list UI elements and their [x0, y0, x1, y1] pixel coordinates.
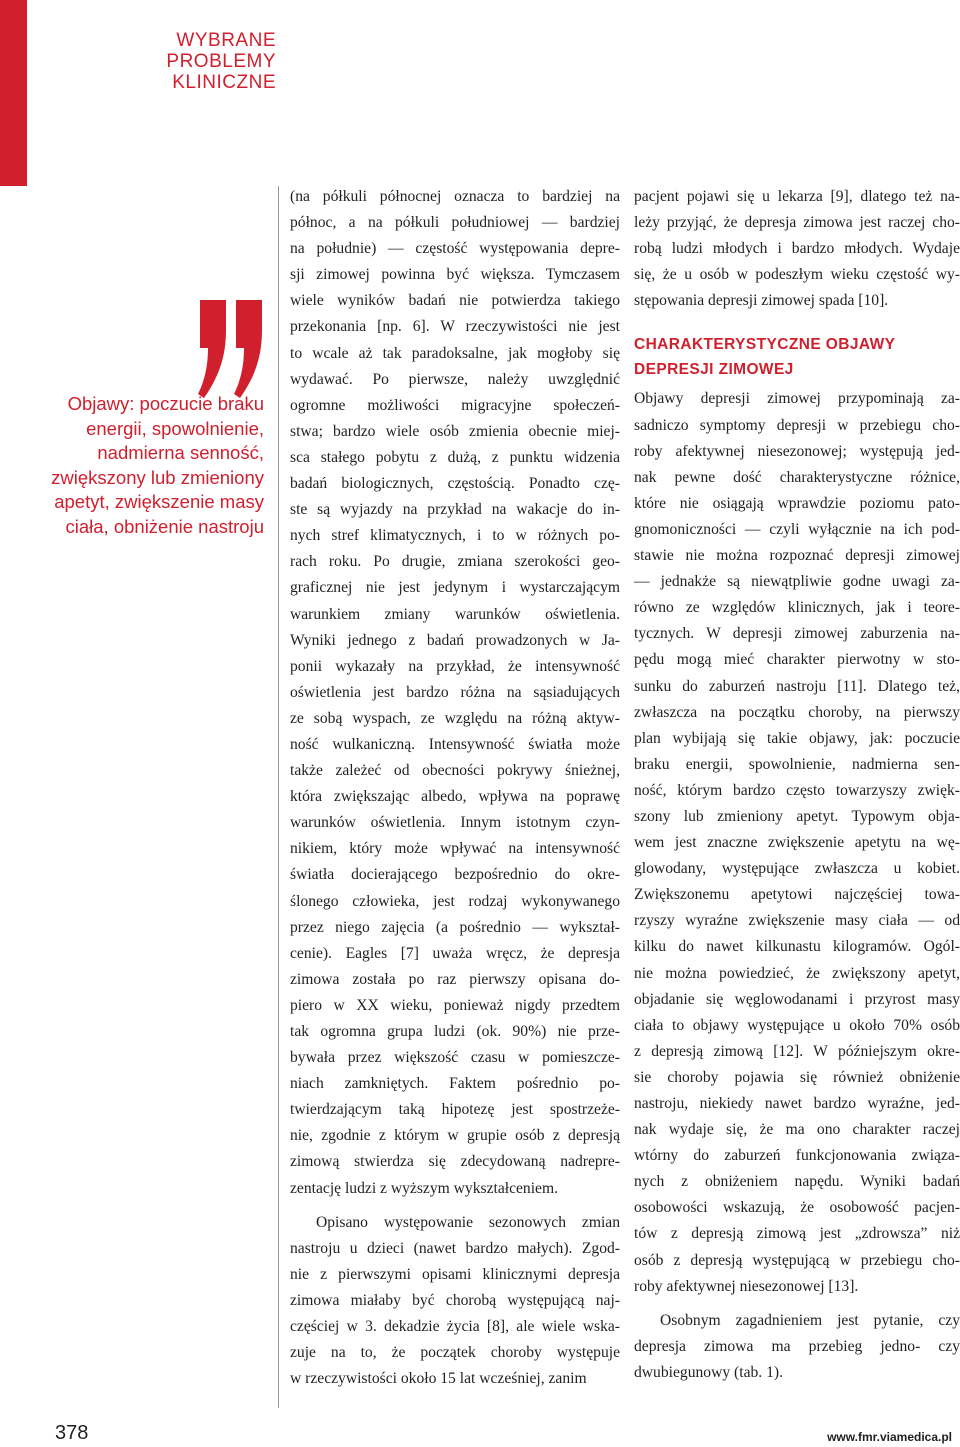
section-label-line: PROBLEMY [166, 51, 276, 72]
text-line: równo ze względów klinicznych, jak i teore- [634, 599, 960, 617]
text-line: nikiem, który może wpływać na intensywność [290, 840, 620, 858]
text-line: sadniczo symptomy depresji w przebiegu cho- [634, 416, 960, 434]
pull-quote-line: ciała, obniżenie nastroju [65, 515, 264, 537]
text-line: sji zimowej powinna być większa. Tymczasem [290, 266, 620, 284]
text-line: ste są wyjazdy na przykład na wakacje do in- [290, 501, 620, 519]
text-line: badań biologicznych, częstością. Ponadto czę- [290, 475, 620, 493]
text-line: wiele wyników badań nie potwierdza takiego [290, 292, 620, 310]
text-line: także zależeć od obecności pokrywy śnieżnej, [290, 762, 620, 780]
text-line: wem jest znaczne zwiększenie apetytu na wę- [634, 834, 960, 852]
text-line: leży przyjąć, że depresja zimowa jest raczej cho- [634, 214, 960, 232]
text-line: przez niego zajęcia (a pośrednio — wykształ- [290, 918, 620, 936]
text-line: zimowa została po raz pierwszy opisana do- [290, 970, 620, 988]
text-line: braku energii, spowolnienie, nadmierna sen- [634, 755, 960, 773]
text-line: ciała to objawy występujące u około 70% osób [634, 1016, 960, 1034]
text-line: przekonania [np. 6]. W rzeczywistości nie jest [290, 318, 620, 336]
text-line: światła docierającego bezpośrednio do okre- [290, 866, 620, 884]
text-line: pędu mogą mieć charakter pierwotny w sto- [634, 651, 960, 669]
text-line: nych z obniżeniem napędu. Wyniki badań [634, 1173, 960, 1191]
text-line: nie można powiedzieć, że zwiększony apetyt, [634, 964, 960, 982]
text-line: stępowania depresji zimowej spada [10]. [634, 292, 889, 310]
text-line: dwubiegunowy (tab. 1). [634, 1363, 783, 1381]
text-line: plan wybijają się takie objawy, jak: poczucie [634, 729, 960, 747]
text-line: twierdzającym taką hipotezę jest spostrzeże- [290, 1101, 620, 1119]
text-line: tów z depresją zimową jest „zdrowsza” niż [634, 1225, 960, 1243]
text-line: rach roku. Po drugie, zmiana szerokości geo- [290, 553, 620, 571]
text-line: w rzeczywistości około 15 lat wcześniej, zanim [290, 1370, 587, 1388]
text-line: Zwiększonemu apetytowi najczęściej towa- [634, 886, 960, 904]
text-line: robą ludzi młodych i bardzo młodych. Wydaje [634, 240, 960, 258]
text-line: które nie osiągają wprawdzie poziomu pato- [634, 494, 960, 512]
section-label-line: KLINICZNE [172, 72, 276, 93]
column-right-bottom [634, 386, 960, 1386]
text-line: bywała przez większość czasu w pomieszcze- [290, 1049, 620, 1067]
article-column-right [634, 184, 960, 1386]
text-line: wydawać. Po pierwsze, należy uwzględnić [290, 370, 620, 388]
text-line: oświetlenia jest bardzo różna na sąsiadujących [290, 683, 620, 701]
text-line: warunkiem zmiany warunków oświetlenia. [290, 605, 620, 623]
text-line: zwłaszcza na początku choroby, na pierwszy [634, 703, 960, 721]
text-line: ślonego człowieka, jest rodzaj wykonywanego [290, 892, 620, 910]
text-line: wtórny do zaburzeń funkcjonowania związa- [634, 1147, 960, 1165]
text-line: osób z depresją występującą w przebiegu cho- [634, 1251, 960, 1269]
text-line: sca stałego pobytu z dużą, z punktu widzenia [290, 448, 620, 466]
text-line: sie choroby pojawia się również obniżenie [634, 1068, 960, 1086]
text-line: osobowości wskazują, że osobowość pacjen- [634, 1199, 960, 1217]
text-line: stwa; bardzo wiele osób zmienia obecnie miej- [290, 422, 620, 440]
text-line: glowodany, występujące zwłaszcza u kobiet. [634, 860, 960, 878]
text-line: roby afektywnej niesezonowej; występują jed- [634, 442, 960, 460]
text-line: ze sobą wyspach, ze względu na różną aktyw- [290, 709, 620, 727]
text-line: warunków oświetlenia. Innym istotnym czyn- [290, 814, 620, 832]
text-line: zuje na to, że początek choroby występuje [290, 1344, 620, 1362]
text-line: nie z pierwszymi opisami klinicznymi depresja [290, 1265, 620, 1283]
text-line: ność wulkaniczną. Intensywność światła może [290, 735, 620, 753]
text-line: graficznej nie jest jedynym i wystarczającym [290, 579, 620, 597]
text-line: z depresją zimową [12]. W późniejszym okre- [634, 1042, 960, 1060]
text-line: zimową stwierdza się zdecydowaną nadrepre- [290, 1153, 620, 1171]
pull-quote-line: energii, spowolnienie, [86, 417, 264, 439]
text-line: cenie). Eagles [7] uważa wręcz, że depresja [290, 944, 620, 962]
text-line: częściej w 3. dekadzie życia [8], ale wiele wska- [290, 1318, 620, 1336]
text-line: nych stref klimatycznych, i to w różnych po- [290, 527, 620, 545]
text-line: która zwiększając albedo, wpływa na poprawę [290, 788, 620, 806]
section-heading [634, 332, 960, 382]
text-line: szony lub zmieniony apetyt. Typowym obja- [634, 807, 960, 825]
section-label-line: WYBRANE [176, 30, 276, 51]
text-line: nak wydaje się, że ma ono charakter raczej [634, 1121, 960, 1139]
text-line: ogromne możliwości migracyjne społeczeń- [290, 396, 620, 414]
section-heading-line: CHARAKTERYSTYCZNE OBJAWY [634, 336, 896, 354]
text-line: pacjent pojawi się u lekarza [9], dlatego też na- [634, 188, 960, 205]
text-line: nastroju u dzieci (nawet bardzo małych). Zgod- [290, 1239, 620, 1257]
section-heading-line: DEPRESJI ZIMOWEJ [634, 361, 794, 379]
text-line: objadanie się węglowodanami i przyrost masy [634, 990, 960, 1008]
text-line: zentację ludzi z wyższym wykształceniem. [290, 1179, 559, 1197]
text-line: ponii wykazały na przykład, że intensywność [290, 657, 620, 675]
text-line: niach zamkniętych. Faktem pośrednio po- [290, 1075, 620, 1093]
journal-url: www.fmr.viamedica.pl [827, 1430, 952, 1444]
page-number: 378 [55, 1422, 89, 1444]
pull-quote-line: apetyt, zwiększenie masy [54, 491, 264, 512]
text-line: tycznych. W depresji zimowej zaburzenia na- [634, 625, 960, 643]
text-line: zimowa miałaby być chorobą występującą naj- [290, 1291, 620, 1309]
text-line: — jednakże są niewątpliwie godne uwagi za- [634, 573, 960, 591]
article-column-left [290, 184, 620, 1392]
text-line: roby afektywnej niesezonowej [13]. [634, 1277, 859, 1295]
pull-quote [0, 392, 264, 539]
text-line: Wyniki jednego z badań prowadzonych w Ja- [290, 631, 620, 649]
section-label [76, 30, 276, 93]
text-line: stawie nie można rozpoznać depresji zimowej [634, 547, 960, 565]
column-right-top [634, 184, 960, 314]
pull-quote-line: zwiększony lub zmieniony [51, 466, 264, 488]
text-line: kilku do nawet kilkunastu kilogramów. Ogól- [634, 938, 960, 956]
text-line: depresja zimowa ma przebieg jedno- czy [634, 1337, 960, 1355]
text-line: to wcale aż tak paradoksalne, jak mogłoby się [290, 344, 620, 362]
text-line: Opisano występowanie sezonowych zmian [316, 1213, 620, 1231]
text-line: ność, którym bardzo często towarzyszy zwięk- [634, 781, 960, 799]
text-line: nak pewne dość charakterystyczne różnice, [634, 468, 960, 486]
text-line: nastroju, niekiedy nawet bardzo wyraźne, jed- [634, 1095, 960, 1112]
text-line: rzyszy wyraźne zwiększenie masy ciała — od [634, 912, 960, 930]
text-line: nie, zgodnie z którym w grupie osób z depresją [290, 1127, 620, 1145]
text-line: północ, a na półkuli południowej — bardziej [290, 214, 620, 232]
text-line: sunku do zaburzeń nastroju [11]. Dlatego też, [634, 677, 960, 695]
quotation-mark-icon [196, 300, 266, 400]
pull-quote-line: Objawy: poczucie braku [67, 393, 264, 414]
red-accent-bar [0, 0, 27, 186]
text-line: na południe) — częstość występowania depre- [290, 240, 620, 258]
column-divider [278, 186, 279, 1408]
text-line: Osobnym zagadnieniem jest pytanie, czy [660, 1311, 960, 1329]
text-line: gnomoniczności — czyli wyłącznie na ich pod- [634, 520, 960, 538]
text-line: tak ogromna grupa ludzi (ok. 90%) nie prze- [290, 1023, 620, 1040]
text-line: się, że u osób w podeszłym wieku częstość wy- [634, 266, 960, 284]
text-line: piero w XX wieku, ponieważ nigdy przedtem [290, 996, 620, 1014]
pull-quote-line: nadmierna senność, [97, 442, 264, 463]
text-line: Objawy depresji zimowej przypominają za- [634, 390, 960, 408]
text-line: (na półkuli północnej oznacza to bardziej na [290, 188, 620, 205]
